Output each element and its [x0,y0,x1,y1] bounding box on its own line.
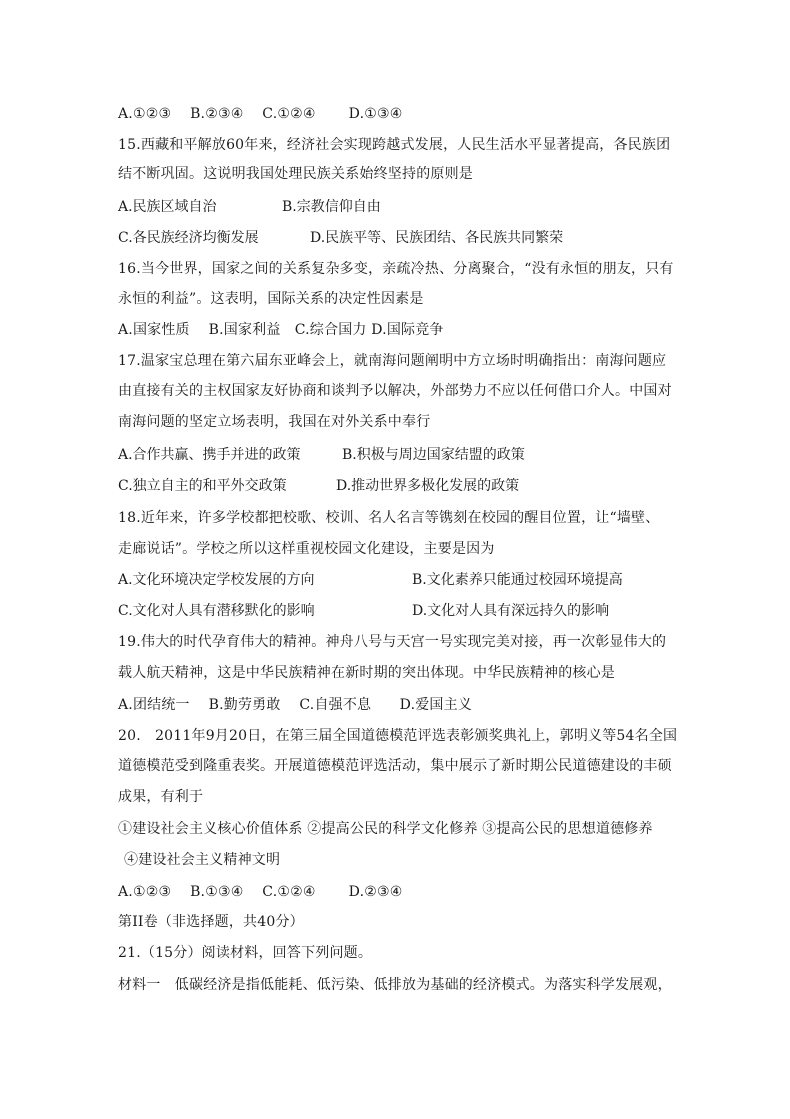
q18-option-d: D.文化对人具有深远持久的影响 [412,603,610,619]
q17-stem-line2: 由直接有关的主权国家友好协商和谈判予以解决，外部势力不应以任何借口介人。中国对 [118,383,672,399]
q16-options: A.国家性质 B.国家利益 C.综合国力 D.国际竞争 [118,322,444,338]
q16-stem-line2: 永恒的利益”。这表明，国际关系的决定性因素是 [118,291,424,307]
q15-stem-line2: 结不断巩固。这说明我国处理民族关系始终坚持的原则是 [118,166,473,182]
q18-option-a: A.文化环境决定学校发展的方向 [118,572,315,588]
q15-option-c: C.各民族经济均衡发展 [118,230,259,246]
q20-stem-line2: 道德模范受到隆重表奖。开展道德模范评选活动，集中展示了新时期公民道德建设的丰硕 [118,758,672,774]
q17-option-a: A.合作共赢、携手并进的政策 [118,447,301,463]
q18-stem-line2: 走廊说话”。学校之所以这样重视校园文化建设，主要是因为 [118,541,495,557]
q19-stem-line1: 19.伟大的时代孕育伟大的精神。神舟八号与天宫一号实现完美对接，再一次彰显伟大的 [118,634,667,650]
q18-option-c: C.文化对人具有潜移默化的影响 [118,603,315,619]
q17-option-d: D.推动世界多极化发展的政策 [336,478,520,494]
q14-options: A.①②③ B.②③④ C.①②④ D.①③④ [118,106,403,122]
q20-stem-line3: 成果，有利于 [118,789,204,805]
q20-statement-4: ④建设社会主义精神文明 [124,852,281,868]
q20-stem-line1: 20. 2011年9月20日，在第三届全国道德模范评选表彰颁奖典礼上，郭明义等54名全国 [118,728,678,744]
q15-option-b: B.宗教信仰自由 [282,199,381,215]
q21-heading: 21.（15分）阅读材料，回答下列问题。 [118,945,373,961]
q15-option-a: A.民族区域自治 [118,199,217,215]
q19-options: A.团结统一 B.勤劳勇敢 C.自强不息 D.爱国主义 [118,697,473,713]
q18-stem-line1: 18.近年来，许多学校都把校歌、校训、名人名言等镌刻在校园的醒目位置，让“墙壁、 [118,510,660,526]
q20-options: A.①②③ B.①③④ C.①②④ D.②③④ [118,884,403,900]
q16-stem-line1: 16.当今世界，国家之间的关系复杂多变，亲疏冷热、分离聚合，“没有永恒的朋友，只有 [118,261,674,277]
q21-material-1: 材料一 低碳经济是指低能耗、低污染、低排放为基础的经济模式。为落实科学发展观， [118,977,672,993]
q17-option-b: B.积极与周边国家结盟的政策 [342,447,525,463]
q15-stem-line1: 15.西藏和平解放60年来，经济社会实现跨越式发展，人民生活水平显著提高，各民族团 [118,137,671,153]
q18-option-b: B.文化素养只能通过校园环境提高 [412,572,623,588]
q15-option-d: D.民族平等、民族团结、各民族共同繁荣 [310,230,564,246]
q19-stem-line2: 载人航天精神，这是中华民族精神在新时期的突出体现。中华民族精神的核心是 [118,665,615,681]
q17-option-c: C.独立自主的和平外交政策 [118,478,287,494]
section-heading: 第II卷（非选择题，共40分） [118,914,304,930]
q17-stem-line1: 17.温家宝总理在第六届东亚峰会上，就南海问题阐明中方立场时明确指出：南海问题应 [118,353,667,369]
q20-statements: ①建设社会主义核心价值体系 ②提高公民的科学文化修养 ③提高公民的思想道德修养 [118,821,653,837]
q17-stem-line3: 南海问题的坚定立场表明，我国在对外关系中奉行 [118,414,431,430]
